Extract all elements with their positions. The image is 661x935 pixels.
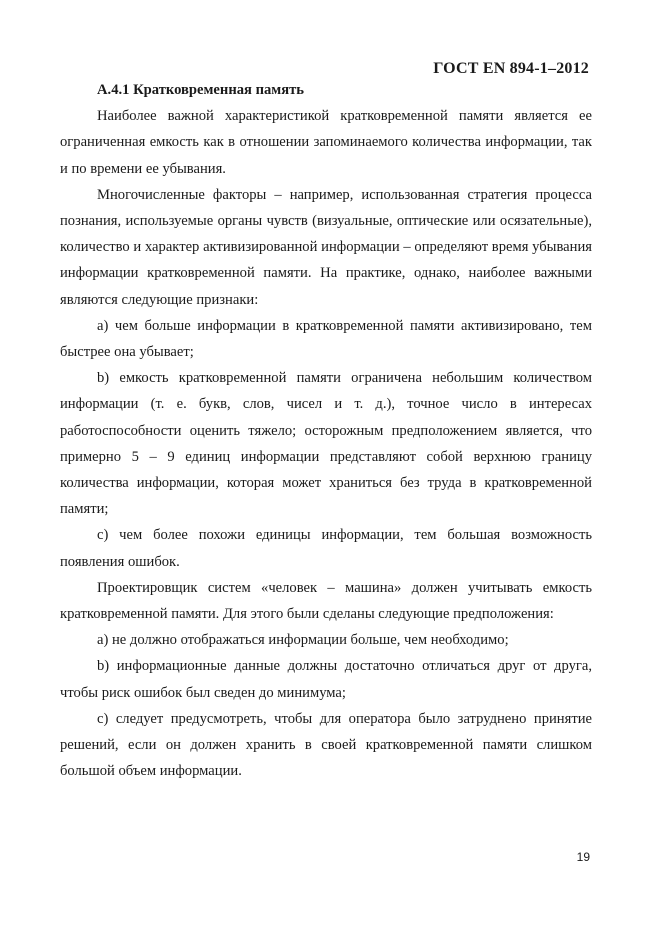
paragraph-factors: Многочисленные факторы – например, использованная стратегия процесса познания, используемые органы чувств (визуальные, оптические или осязательные), количество и характер активизированной информации – определяют время убывания информации кратковременной памяти. На практике, однако, наиболее важными являются следующие признаки: [60,186,592,308]
feature-item-b: b) емкость кратковременной памяти ограничена небольшим количеством информации (т. е. букв, слов, чисел и т. д.), точное число в интересах работоспособности оценить тяжело; осторожным предположением является, что примерно 5 – 9 единиц информации представляют собой верхнюю границу количества информации, которая может храниться без труда в кратковременной памяти; [60,370,592,518]
assumption-item-b: b) информационные данные должны достаточно отличаться друг от друга, чтобы риск ошибок был сведен до минимума; [60,658,592,701]
feature-item-c: с) чем более похожи единицы информации, тем большая возможность появления ошибок. [60,527,592,570]
section-heading: А.4.1 Кратковременная память [97,82,304,98]
paragraph-intro: Наиболее важной характеристикой кратковременной памяти является ее ограниченная емкость как в отношении запоминаемого количества информации, так и по времени ее убывания. [60,108,592,177]
assumption-item-c: с) следует предусмотреть, чтобы для оператора было затруднено принятие решений, если он должен хранить в своей кратковременной памяти слишком большой объем информации. [60,710,592,780]
assumption-item-a: а) не должно отображаться информации больше, чем необходимо; [97,632,509,649]
feature-item-a: а) чем больше информации в кратковременной памяти активизировано, тем быстрее она убывает; [60,317,592,361]
paragraph-designer: Проектировщик систем «человек – машина» должен учитывать емкость кратковременной памяти. Для этого были сделаны следующие предположения: [60,579,592,623]
standard-header: ГОСТ EN 894-1–2012 [433,60,589,77]
page-content [60,77,592,784]
page-number: 19 [576,850,590,864]
